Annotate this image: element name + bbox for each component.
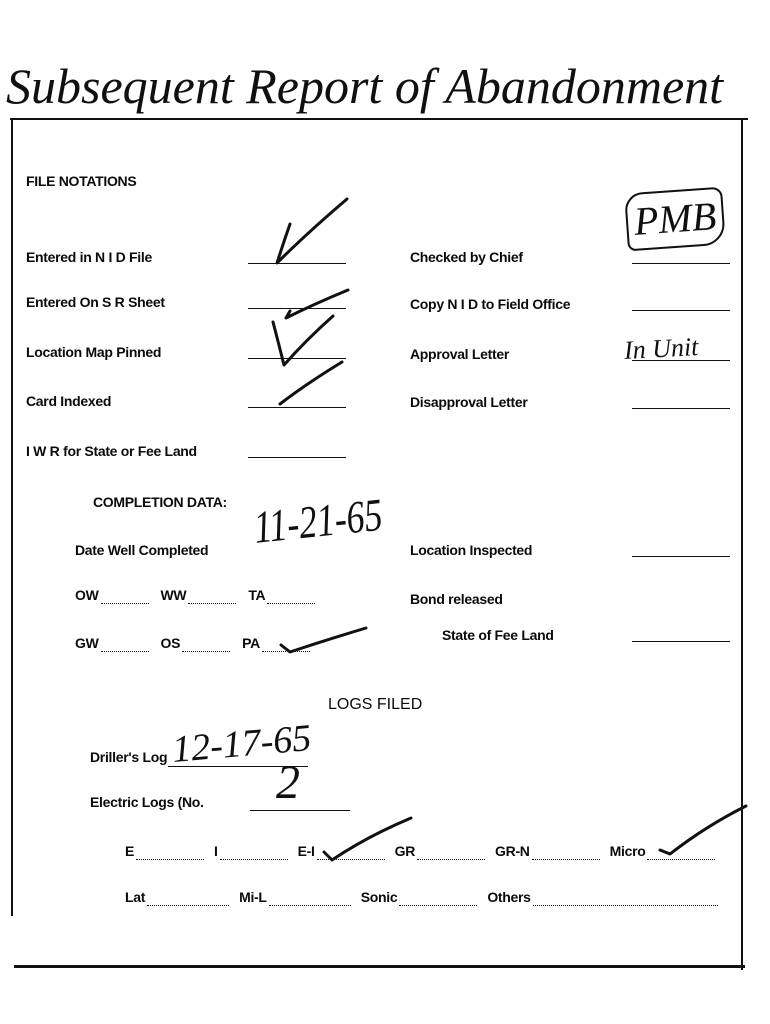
location-inspected-label: Location Inspected [410, 542, 533, 558]
item-label: Disapproval Letter [410, 394, 528, 410]
item-blank-line [632, 408, 730, 409]
logs-filed-heading: LOGS FILED [328, 696, 423, 713]
status-label: OW [75, 587, 99, 603]
status-ow [75, 586, 149, 604]
status-blank [188, 592, 236, 604]
status-blank [101, 592, 149, 604]
status-blank [267, 592, 315, 604]
bond-released-label: Bond released [410, 591, 503, 607]
status-label: OS [160, 635, 181, 651]
status-row-2 [75, 634, 310, 652]
status-label: TA [248, 587, 266, 603]
status-label: PA [242, 635, 260, 651]
log-type-label: E [125, 843, 135, 859]
drillers-log-label: Driller's Log [90, 749, 168, 765]
completion-data-heading: COMPLETION DATA: [93, 494, 227, 510]
log-type-i [214, 842, 288, 860]
log-type-sonic [361, 888, 478, 906]
status-pa [242, 634, 310, 652]
item-label: Approval Letter [410, 346, 509, 362]
location-inspected-row [410, 541, 740, 563]
item-blank-line [248, 263, 346, 264]
status-os [161, 634, 231, 652]
status-label: GW [75, 635, 99, 651]
log-type-blank [136, 848, 204, 860]
electric-logs-label: Electric Logs (No. [90, 794, 204, 810]
status-blank [262, 640, 310, 652]
item-blank-line [248, 407, 346, 408]
log-type-label: GR [394, 843, 416, 859]
handwritten-title: Subsequent Report of Abandonment [6, 58, 724, 114]
item-label: Entered in N I D File [26, 249, 152, 265]
log-type-e [125, 842, 204, 860]
electric-logs-blank-line [250, 810, 350, 811]
log-type-blank [417, 848, 485, 860]
left-item-iwr [26, 442, 356, 464]
chief-initials-handwriting: PMB [624, 187, 726, 252]
log-type-label: Others [487, 889, 531, 905]
log-type-blank [533, 894, 718, 906]
log-types-row-2 [125, 888, 718, 906]
form-top-rule [10, 118, 748, 120]
right-item-checked-by-chief [410, 248, 740, 270]
status-ta [248, 586, 315, 604]
status-label: WW [160, 587, 187, 603]
left-item-location-map [26, 343, 356, 365]
status-blank [101, 640, 149, 652]
log-type-lat [125, 888, 229, 906]
item-blank-line [248, 308, 346, 309]
status-gw [75, 634, 149, 652]
item-label: Entered On S R Sheet [26, 294, 165, 310]
log-type-mi-l [239, 888, 351, 906]
date-well-completed-handwriting: 11-21-65 [251, 488, 385, 553]
log-type-blank [220, 848, 288, 860]
log-type-label: I [214, 843, 218, 859]
item-label: Checked by Chief [410, 249, 523, 265]
approval-letter-handwriting: In Unit [623, 332, 700, 365]
log-type-label: Lat [125, 889, 146, 905]
date-well-completed-label: Date Well Completed [75, 542, 209, 558]
log-type-blank [317, 848, 385, 860]
log-type-e-i [298, 842, 385, 860]
log-type-label: Sonic [360, 889, 398, 905]
left-item-card-indexed [26, 392, 356, 414]
status-row-1 [75, 586, 315, 604]
log-type-blank [269, 894, 351, 906]
right-item-disapproval-letter [410, 393, 740, 415]
item-blank-line [632, 310, 730, 311]
item-label: Card Indexed [26, 393, 112, 409]
item-blank-line [248, 457, 346, 458]
item-label: I W R for State or Fee Land [26, 443, 197, 459]
form-left-rule [11, 118, 13, 916]
log-type-gr [395, 842, 485, 860]
drillers-log-handwriting: 12-17-65 [170, 717, 313, 771]
log-type-blank [532, 848, 600, 860]
form-right-rule [741, 118, 743, 970]
log-type-label: Mi-L [239, 889, 267, 905]
log-type-others [487, 888, 717, 906]
log-type-gr-n [495, 842, 600, 860]
log-type-blank [647, 848, 715, 860]
item-blank-line [248, 358, 346, 359]
item-label: Copy N I D to Field Office [410, 296, 571, 312]
log-type-micro [610, 842, 716, 860]
item-blank-line [632, 641, 730, 642]
status-ww [161, 586, 237, 604]
item-blank-line [632, 263, 730, 264]
state-fee-land-label: State of Fee Land [442, 627, 554, 643]
log-type-label: E-I [297, 843, 315, 859]
left-item-sr-sheet [26, 293, 356, 315]
log-type-blank [147, 894, 229, 906]
right-item-copy-nid [410, 295, 740, 317]
form-bottom-rule [14, 965, 745, 968]
electric-logs-count-handwriting: 2 [276, 756, 300, 809]
status-blank [182, 640, 230, 652]
log-type-label: GR-N [495, 843, 530, 859]
item-label: Location Map Pinned [26, 344, 162, 360]
item-blank-line [632, 556, 730, 557]
log-type-label: Micro [609, 843, 646, 859]
left-item-nid-file [26, 248, 356, 270]
log-type-blank [399, 894, 477, 906]
file-notations-title: FILE NOTATIONS [26, 173, 137, 189]
log-types-row-1 [125, 842, 715, 860]
state-fee-land-row [442, 626, 770, 648]
